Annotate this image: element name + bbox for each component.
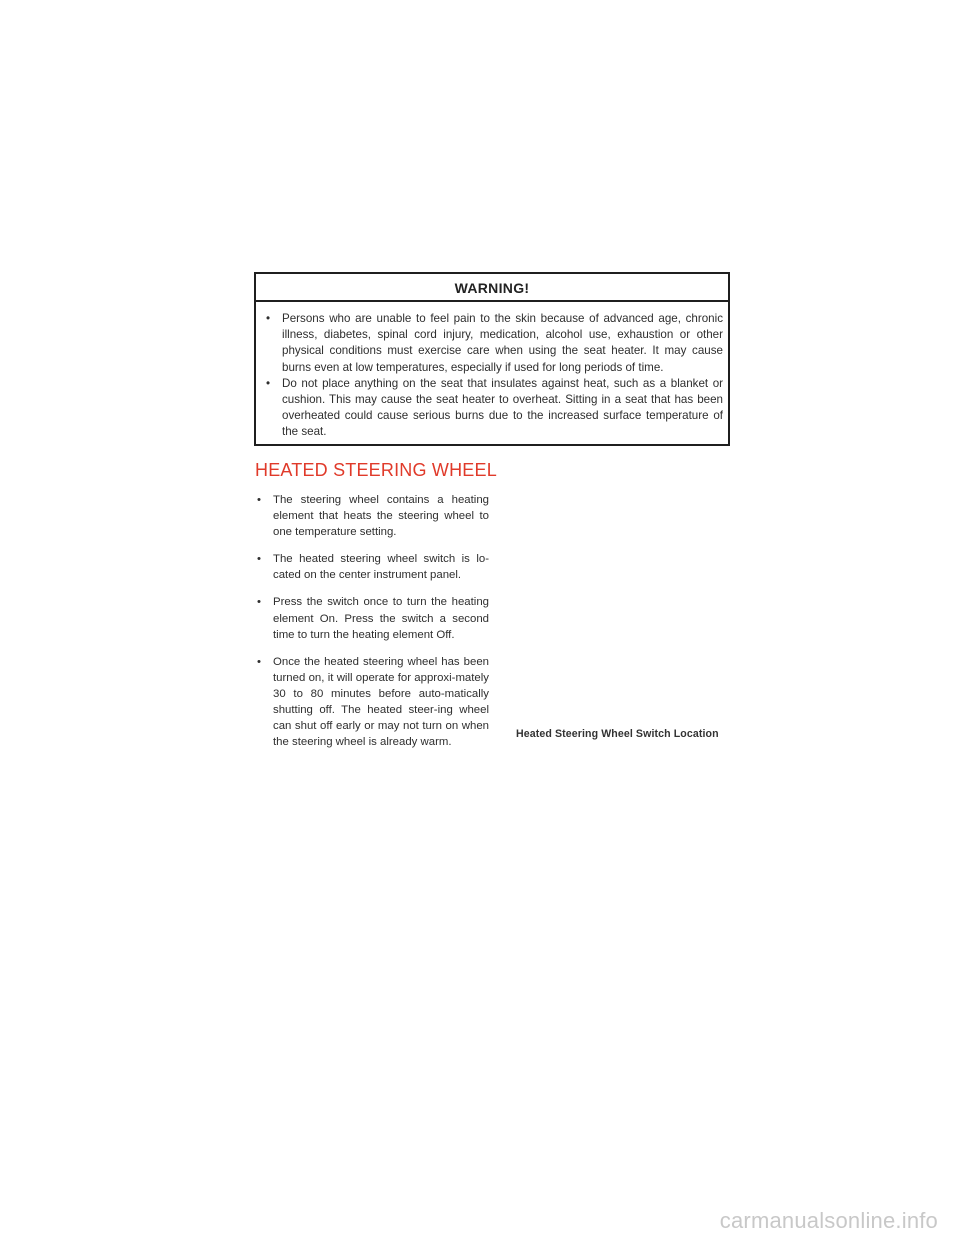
figure-caption: Heated Steering Wheel Switch Location — [516, 728, 719, 740]
watermark[interactable]: carmanualsonline.info — [719, 1208, 938, 1233]
warning-title: WARNING! — [256, 274, 728, 302]
section-heading: HEATED STEERING WHEEL — [255, 460, 497, 480]
warning-item: • Do not place anything on the seat that insulates against heat, such as a blanket or cushion. This may cause the seat heater to overheat. Sitting in a seat that has been overheated could cause serious burns due to the increased surface temperature of the seat. — [266, 376, 723, 441]
list-item: • The heated steering wheel switch is lo-cated on the center instrument panel. — [255, 551, 489, 583]
warning-box — [254, 272, 730, 446]
warning-list — [256, 302, 728, 441]
list-item: • Press the switch once to turn the heating element On. Press the switch a second time to turn the heating element Off. — [255, 594, 489, 642]
list-item: • The steering wheel contains a heating element that heats the steering wheel to one temperature setting. — [255, 492, 489, 540]
list-item: • Once the heated steering wheel has been turned on, it will operate for approxi-mately 30 to 80 minutes before auto-matically shutting off. The heated steer-ing wheel can shut off early or may not turn on when the steering wheel is already warm. — [255, 654, 489, 751]
steering-list — [255, 492, 489, 761]
warning-item: • Persons who are unable to feel pain to the skin because of advanced age, chronic illness, diabetes, spinal cord injury, medication, alcohol use, exhaustion or other physical conditions must exercise care when using the seat heater. It may cause burns even at low temperatures, especially if used for long periods of time. — [266, 311, 723, 376]
figure-image-area — [512, 492, 730, 718]
